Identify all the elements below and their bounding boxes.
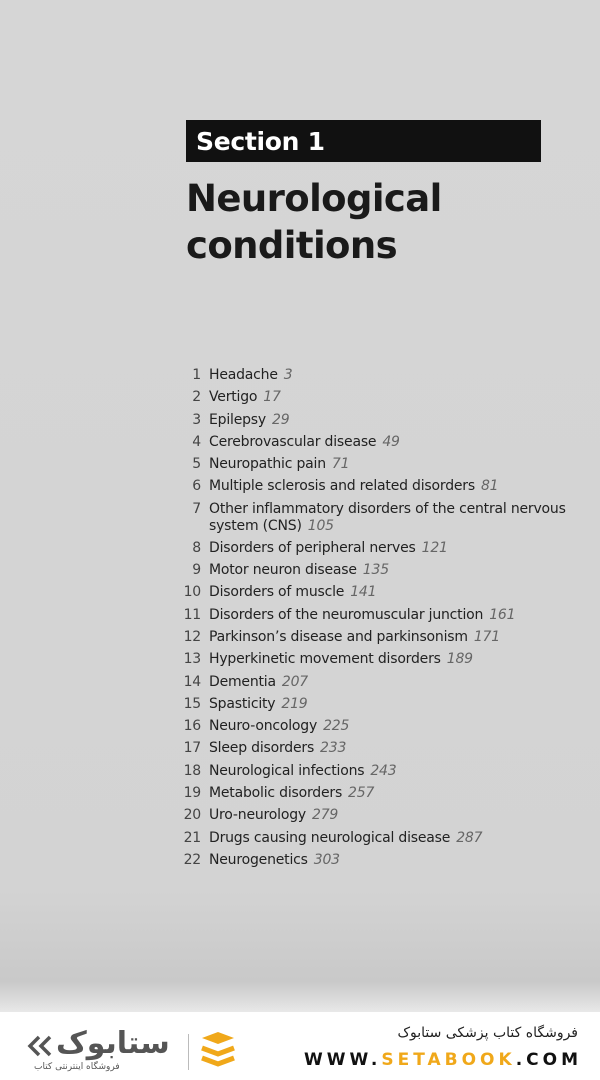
toc-entry: [176, 715, 576, 737]
toc-chapter-number: 20: [183, 807, 201, 824]
toc-chapter-title: Neuropathic pain: [209, 456, 326, 473]
toc-chapter-number: 12: [183, 628, 201, 645]
toc-chapter-number: 17: [183, 740, 201, 757]
toc-chapter-title: Dementia: [209, 673, 276, 690]
toc-page-number: 141: [350, 584, 377, 601]
toc-chapter-title: Multiple sclerosis and related disorders: [209, 478, 475, 495]
book-stack-icon: [198, 1030, 238, 1070]
shop-url: [304, 1050, 582, 1070]
toc-chapter-number: 5: [192, 456, 201, 473]
toc-page-number: 81: [480, 478, 499, 495]
toc-chapter-number: 6: [192, 478, 201, 495]
toc-chapter-number: 21: [183, 829, 201, 846]
toc-entry: [176, 827, 576, 849]
logo-divider: [188, 1034, 189, 1070]
toc-entry: [176, 431, 576, 453]
toc-entry: [176, 849, 576, 871]
toc-entry: [176, 782, 576, 804]
toc-page-number: 49: [382, 433, 400, 450]
toc-entry: [176, 604, 576, 626]
toc-chapter-title: Headache: [209, 367, 278, 383]
toc-entry: [176, 626, 576, 648]
toc-entry: [176, 648, 576, 670]
toc-entry: [176, 559, 576, 581]
url-highlight: SETABOOK: [381, 1050, 516, 1070]
toc-chapter-title: Disorders of the neuromuscular junction: [209, 606, 484, 623]
toc-entry: [176, 693, 576, 715]
toc-page-number: 121: [421, 539, 448, 556]
toc-chapter-number: 19: [183, 785, 201, 802]
toc-entry: [176, 409, 576, 431]
toc-entry: [176, 804, 576, 826]
toc-page-number: 219: [281, 695, 308, 712]
toc-page-number: 207: [281, 673, 309, 690]
toc-chapter-title: Other inflammatory disorders of the central nervous system (CNS): [209, 500, 566, 534]
toc-entry: [176, 498, 576, 537]
logo-subtitle: فروشگاه اینترنتی کتاب: [34, 1062, 120, 1072]
toc-page-number: 105: [307, 517, 334, 534]
toc-chapter-title: Disorders of peripheral nerves: [209, 539, 416, 556]
toc-page-number: 135: [362, 562, 389, 579]
toc-chapter-title: Neurogenetics: [209, 851, 308, 868]
setabook-logo: [26, 1028, 236, 1072]
toc-entry: [176, 537, 576, 559]
toc-chapter-number: 22: [183, 851, 201, 868]
toc-entry: [176, 671, 576, 693]
toc-chapter-title: Sleep disorders: [209, 740, 315, 757]
toc-page-number: 225: [323, 718, 350, 735]
toc-page-number: 243: [370, 762, 397, 779]
toc-page-number: 303: [313, 851, 340, 868]
toc-page-number: 287: [456, 829, 483, 846]
toc-chapter-title: Metabolic disorders: [209, 785, 343, 802]
section-header-bar: [186, 120, 541, 162]
toc-chapter-title: Epilepsy: [209, 411, 266, 428]
toc-page-number: 233: [320, 740, 347, 757]
toc-page-number: 171: [473, 628, 500, 645]
toc-chapter-title: Parkinson’s disease and parkinsonism: [209, 628, 468, 645]
shop-name: فروشگاه کتاب پزشکی ستابوک: [397, 1025, 578, 1041]
toc-chapter-number: 1: [192, 367, 201, 383]
url-prefix: WWW.: [304, 1050, 382, 1070]
watermark-footer: [0, 1012, 600, 1080]
toc-page-number: 3: [283, 367, 293, 383]
toc-page-number: 189: [446, 651, 473, 668]
toc-chapter-title: Motor neuron disease: [209, 562, 357, 579]
toc-entry: [176, 737, 576, 759]
toc-chapter-title: Cerebrovascular disease: [209, 433, 377, 450]
toc-entry: [176, 453, 576, 475]
toc-chapter-title: Spasticity: [209, 695, 276, 712]
toc-chapter-number: 14: [183, 673, 201, 690]
toc-chapter-number: 16: [183, 718, 201, 735]
toc-chapter-number: 7: [192, 500, 201, 517]
toc-chapter-title: Neurological infections: [209, 762, 365, 779]
toc-chapter-title: Hyperkinetic movement disorders: [209, 651, 441, 668]
toc-page-number: 161: [489, 606, 516, 623]
toc-chapter-title: Disorders of muscle: [209, 584, 345, 601]
logo-wordmark: ستابوک: [56, 1026, 170, 1061]
toc-page-number: 279: [311, 807, 339, 824]
toc-entry: [176, 581, 576, 603]
toc-chapter-title: Drugs causing neurological disease: [209, 829, 451, 846]
toc-chapter-title: Neuro-oncology: [209, 718, 318, 735]
toc-page-number: 17: [263, 389, 281, 406]
toc-chapter-number: 10: [183, 584, 201, 601]
table-of-contents: [176, 364, 576, 871]
toc-chapter-title: Vertigo: [209, 389, 258, 406]
toc-chapter-number: 13: [183, 651, 201, 668]
toc-chapter-number: 4: [192, 433, 201, 450]
section-title: [186, 175, 566, 269]
toc-chapter-number: 3: [192, 411, 201, 428]
section-label: Section 1: [196, 126, 325, 156]
section-title-line-2: conditions: [186, 224, 398, 267]
toc-chapter-title: Uro-neurology: [209, 807, 306, 824]
toc-chapter-number: 15: [183, 695, 201, 712]
toc-entry: [176, 760, 576, 782]
section-title-line-1: Neurological: [186, 177, 442, 220]
toc-page-number: 29: [272, 411, 290, 428]
toc-chapter-number: 2: [192, 389, 201, 406]
toc-chapter-number: 8: [192, 539, 201, 556]
toc-chapter-number: 9: [192, 562, 201, 579]
double-chevron-icon: [26, 1034, 54, 1058]
toc-entry: [176, 475, 576, 497]
toc-chapter-number: 11: [183, 606, 201, 623]
toc-entry: [176, 386, 576, 408]
url-suffix: .COM: [515, 1050, 582, 1070]
toc-page-number: 257: [348, 785, 375, 802]
toc-chapter-number: 18: [183, 762, 201, 779]
toc-page-number: 71: [331, 456, 350, 473]
toc-entry: [176, 364, 576, 386]
